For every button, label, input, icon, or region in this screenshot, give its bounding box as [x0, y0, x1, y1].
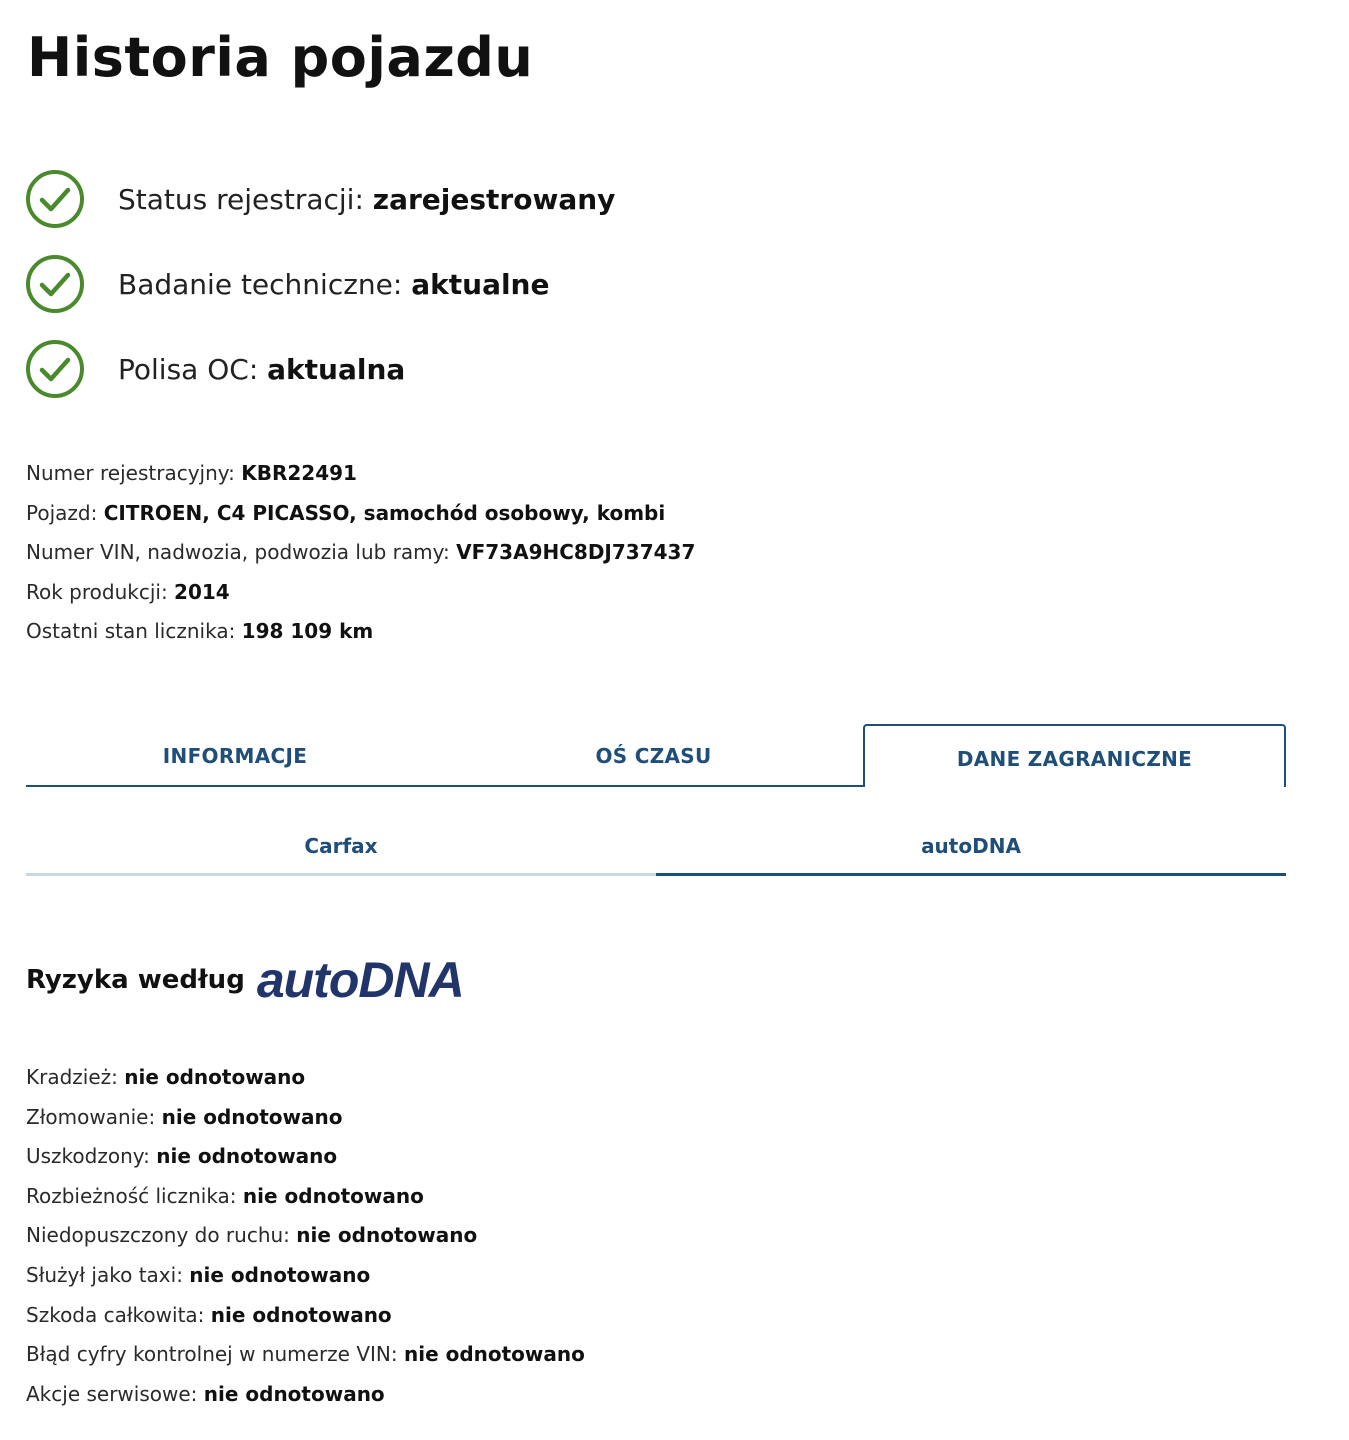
status-row-registration — [25, 168, 925, 230]
risk-item — [26, 1141, 1026, 1181]
tab-informacje[interactable]: INFORMACJE — [162, 743, 308, 768]
info-label: Pojazd: — [26, 500, 104, 525]
risk-heading-text: Ryzyka według — [26, 965, 245, 995]
page-title: Historia pojazdu — [27, 26, 534, 89]
risk-label: Służył jako taxi: — [26, 1262, 190, 1287]
risk-heading — [26, 950, 464, 1010]
risk-label: Niedopuszczony do ruchu: — [26, 1223, 297, 1248]
risk-value: nie odnotowano — [189, 1262, 371, 1287]
info-label: Rok produkcji: — [26, 579, 175, 604]
main-tabs — [26, 724, 1286, 788]
risk-label: Złomowanie: — [26, 1104, 162, 1129]
risk-item — [26, 1260, 1026, 1300]
info-value: CITROEN, C4 PICASSO, samochód osobowy, kombi — [103, 500, 666, 525]
risk-item — [26, 1102, 1026, 1142]
risk-label: Uszkodzony: — [26, 1144, 157, 1169]
risk-value: nie odnotowano — [403, 1342, 585, 1367]
risk-item — [26, 1062, 1026, 1102]
vehicle-info-registration — [26, 458, 1026, 498]
status-label: Status rejestracji: — [118, 182, 373, 216]
risk-value: nie odnotowano — [124, 1065, 306, 1089]
status-row-insurance — [25, 338, 925, 400]
check-circle-icon — [25, 254, 85, 314]
risk-value: nie odnotowano — [210, 1302, 392, 1327]
risk-label: Akcje serwisowe: — [26, 1381, 204, 1406]
info-label: Numer rejestracyjny: — [26, 461, 242, 485]
info-value: 198 109 km — [241, 619, 374, 643]
risk-value: nie odnotowano — [156, 1144, 338, 1169]
risk-item — [26, 1300, 1026, 1340]
status-text — [118, 353, 405, 386]
info-value: VF73A9HC8DJ737437 — [456, 540, 696, 564]
info-value: KBR22491 — [241, 461, 357, 485]
risk-value: nie odnotowano — [242, 1183, 424, 1208]
info-label: Numer VIN, nadwozia, podwozia lub ramy: — [26, 540, 457, 564]
vehicle-info-year — [26, 577, 1026, 617]
risk-label: Błąd cyfry kontrolnej w numerze VIN: — [26, 1342, 404, 1367]
vehicle-info-mileage — [26, 616, 1026, 656]
subtab-autodna[interactable]: autoDNA — [656, 818, 1286, 876]
risk-list — [26, 1062, 1026, 1418]
risk-item — [26, 1339, 1026, 1379]
tab-os-czasu[interactable]: OŚ CZASU — [595, 743, 712, 768]
status-value: aktualna — [267, 352, 406, 386]
status-text — [118, 183, 615, 216]
status-list — [25, 168, 925, 423]
vehicle-info-list — [26, 458, 1026, 656]
info-label: Ostatni stan licznika: — [26, 619, 242, 643]
risk-label: Rozbieżność licznika: — [26, 1183, 243, 1208]
info-value: 2014 — [174, 579, 230, 604]
status-label: Polisa OC: — [118, 352, 268, 386]
vehicle-info-model — [26, 498, 1026, 538]
risk-value: nie odnotowano — [296, 1223, 478, 1248]
risk-value: nie odnotowano — [161, 1104, 343, 1129]
tab-dane-zagraniczne[interactable]: DANE ZAGRANICZNE — [863, 724, 1286, 787]
status-row-inspection — [25, 253, 925, 315]
vehicle-info-vin — [26, 537, 1026, 577]
status-value: zarejestrowany — [372, 182, 616, 216]
check-circle-icon — [25, 339, 85, 399]
risk-item — [26, 1379, 1026, 1419]
autodna-logo: autoDNA — [256, 952, 464, 1008]
risk-item — [26, 1181, 1026, 1221]
subtab-carfax[interactable]: Carfax — [26, 818, 656, 876]
sub-tabs — [26, 818, 1286, 878]
status-value: aktualne — [411, 267, 550, 301]
risk-value: nie odnotowano — [203, 1381, 385, 1406]
status-label: Badanie techniczne: — [118, 267, 412, 301]
risk-item — [26, 1220, 1026, 1260]
risk-label: Kradzież: — [26, 1065, 125, 1089]
check-circle-icon — [25, 169, 85, 229]
risk-label: Szkoda całkowita: — [26, 1302, 211, 1327]
status-text — [118, 268, 549, 301]
